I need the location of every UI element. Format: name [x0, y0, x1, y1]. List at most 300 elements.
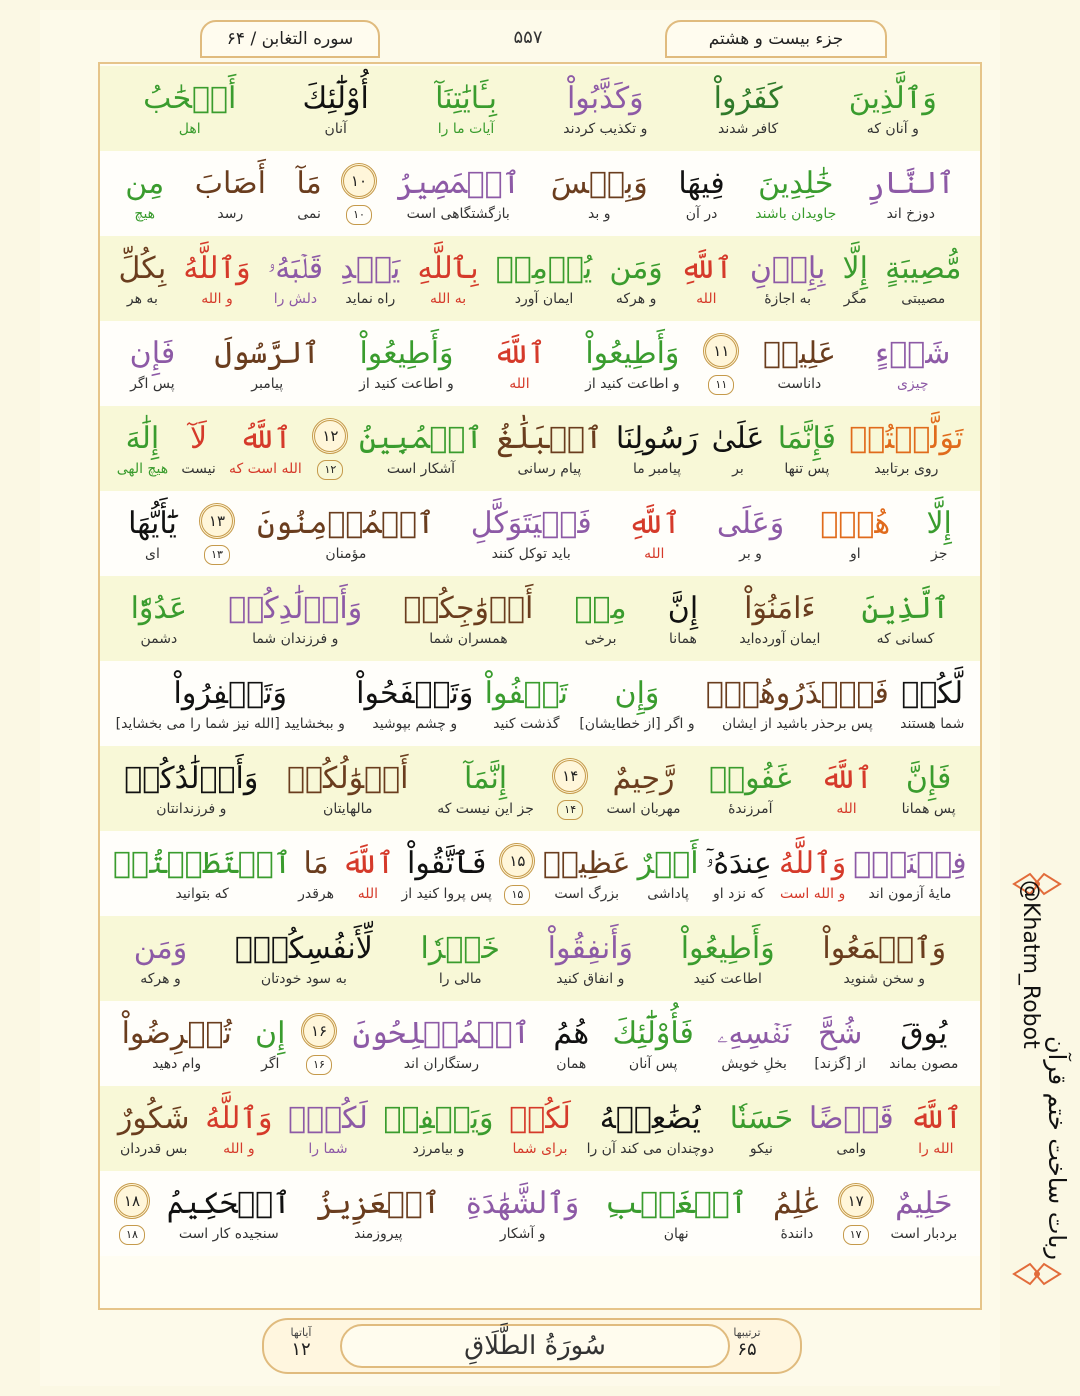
arabic-word: ٱلرَّسُولَ [214, 335, 320, 371]
arabic-word: إِلَٰهَ [125, 420, 160, 456]
surah-order-label: ترتیبها [733, 1326, 761, 1339]
arabic-word: خَيۡرٗا [420, 930, 500, 966]
persian-translation: مهربان است [606, 800, 681, 817]
word-pair [799, 916, 970, 1001]
word-pair [110, 1086, 197, 1171]
ayah-number: ۱۱ [703, 333, 739, 369]
arabic-word: أَصۡحَٰبُ [143, 80, 237, 116]
arabic-word: كَفَرُواْ [713, 80, 783, 116]
word-pair [222, 406, 308, 491]
ayah-marker [195, 491, 239, 576]
persian-translation: و چشم بپوشید [372, 715, 458, 732]
persian-translation: و فرزندان شما [252, 630, 339, 647]
arabic-word: بِكُلِّ [118, 250, 167, 286]
word-pair [332, 236, 409, 321]
arabic-word: فَإِن [129, 335, 176, 371]
brand-name: ربات ساخت ختم قرآن [1043, 1036, 1072, 1260]
persian-translation: او [849, 545, 861, 562]
word-pair [695, 746, 806, 831]
arabic-word: ٱللَّهِ [679, 250, 733, 286]
persian-translation: گذشت کنید [493, 715, 560, 732]
arabic-word: وَٱلشَّهَٰدَةِ [466, 1185, 580, 1221]
word-pair [197, 1086, 280, 1171]
arabic-word: تَوَلَّيۡتُمۡ [849, 420, 964, 456]
word-pair [341, 1001, 542, 1086]
persian-translation: نیست [181, 460, 216, 477]
arabic-word: إِنَّمَآ [463, 760, 508, 796]
word-pair [671, 236, 741, 321]
persian-translation: ای [145, 545, 160, 562]
arabic-word: حَسَنٗا [729, 1100, 794, 1136]
persian-translation: و الله [223, 1140, 255, 1157]
persian-translation: داناست [777, 375, 822, 392]
arabic-word: نَفۡسِهِۦ [717, 1015, 792, 1051]
ayah-marker [548, 746, 592, 831]
word-pair [381, 151, 535, 236]
word-pair [239, 491, 453, 576]
word-pair [647, 576, 719, 661]
persian-translation: وامی [836, 1140, 867, 1157]
word-pair [816, 66, 970, 151]
persian-translation: همسران شما [429, 630, 508, 647]
persian-translation: آشکار است [386, 460, 456, 477]
verse-row [100, 916, 980, 1001]
persian-translation: به سود خودتان [260, 970, 347, 987]
ayah-number-small: ۱۱ [708, 375, 734, 395]
brand-handle: @Khatm_Robot [1018, 880, 1044, 1049]
arabic-word: ٱلۡمُبِينُ [359, 420, 483, 456]
word-pair [211, 916, 397, 1001]
persian-translation: پس اگر [130, 375, 175, 392]
word-pair [110, 151, 179, 236]
arabic-word: وَأَطِيعُواْ [585, 335, 680, 371]
word-pair [760, 1171, 834, 1256]
arabic-word: عَلِيمٞ [762, 335, 836, 371]
verse-row [100, 321, 980, 406]
persian-translation: بردبار است [890, 1225, 958, 1242]
word-pair [554, 576, 647, 661]
word-pair [352, 406, 489, 491]
arabic-word: وَمَن [133, 930, 188, 966]
verse-row [100, 661, 980, 746]
word-pair [530, 66, 680, 151]
word-pair [110, 746, 273, 831]
arabic-word: مِنۡ [574, 590, 627, 626]
persian-translation: هرقدر [298, 885, 335, 902]
persian-translation: جز این نیست که [437, 800, 534, 817]
ayah-number: ۱۰ [341, 163, 377, 199]
word-pair [398, 831, 495, 916]
arabic-word: إِلَّا [926, 505, 952, 541]
persian-translation: همانا [669, 630, 697, 647]
persian-translation: باید توکل کنند [491, 545, 571, 562]
word-pair [243, 1001, 297, 1086]
word-pair [579, 1086, 722, 1171]
word-pair [208, 576, 383, 661]
arabic-word: لَآ [189, 420, 208, 456]
word-pair [702, 831, 775, 916]
word-pair [175, 406, 223, 491]
word-pair [195, 321, 340, 406]
persian-translation: آنان [324, 120, 347, 137]
arabic-word: فَلۡيَتَوَكَّلِ [470, 505, 592, 541]
word-pair [154, 1171, 304, 1256]
arabic-word: ٱلۡمُفۡلِحُونَ [352, 1015, 531, 1051]
persian-translation: وام دهید [152, 1055, 202, 1072]
persian-translation: برخی [584, 630, 617, 647]
arabic-word: يَٰٓأَيُّهَا [128, 505, 177, 541]
arabic-word: تُقۡرِضُواْ [121, 1015, 232, 1051]
word-pair [610, 491, 699, 576]
ayah-number-small: ۱۳ [204, 545, 230, 565]
arabic-word: رَّحِيمٌ [612, 760, 675, 796]
word-pair [663, 151, 740, 236]
persian-translation: و آشکار [499, 1225, 546, 1242]
arabic-word: شُحَّ [817, 1015, 863, 1051]
arabic-word: فَٱتَّقُواْ [407, 845, 487, 881]
persian-translation: دشمن [140, 630, 178, 647]
word-pair [110, 1001, 243, 1086]
persian-translation: به الله [430, 290, 467, 307]
word-pair [269, 66, 402, 151]
word-pair [741, 236, 834, 321]
ayah-marker [297, 1001, 341, 1086]
word-pair [601, 1001, 706, 1086]
persian-translation: پیروزمند [354, 1225, 403, 1242]
arabic-word: ٱلۡغَيۡبِ [604, 1185, 748, 1221]
arabic-word: شَيۡءٍ [875, 335, 951, 371]
ayah-marker [337, 151, 381, 236]
word-pair [565, 321, 699, 406]
verse-row [100, 491, 980, 576]
arabic-word: ٱللَّهِ [627, 505, 681, 541]
word-pair [681, 66, 816, 151]
word-pair [802, 491, 908, 576]
persian-translation: الله است که [229, 460, 302, 477]
verse-row [100, 151, 980, 236]
persian-translation: آیات ما را [437, 120, 495, 137]
arabic-word: وَأَنفِقُواْ [547, 930, 634, 966]
arabic-word: ٱلۡمَصِيرُ [396, 165, 521, 201]
word-pair [487, 236, 601, 321]
arabic-word: وَٱسۡمَعُواْ [822, 930, 947, 966]
arabic-word: خَٰلِدِينَ [758, 165, 834, 201]
persian-translation: که نزد او [713, 885, 765, 902]
persian-translation: مگر [843, 290, 867, 307]
word-pair [894, 661, 970, 746]
persian-translation: مؤمنان [325, 545, 367, 562]
arabic-word: أُوْلَٰٓئِكَ [302, 80, 369, 116]
arabic-word: عَظِيمٞ [542, 845, 631, 881]
persian-translation: ایمان آورد [514, 290, 574, 307]
word-pair [740, 151, 852, 236]
arabic-word: وَأَوۡلَٰدُكُمۡ [124, 760, 259, 796]
arabic-word: مِن [125, 165, 165, 201]
arabic-word: ٱللَّهَ [909, 1100, 963, 1136]
persian-translation: پس برحذر باشید از ایشان [721, 715, 873, 732]
arabic-word: وَأَوۡلَٰدِكُمۡ [228, 590, 363, 626]
arabic-word: وَبِئۡسَ [550, 165, 648, 201]
persian-translation: ایمان آورده‌اید [739, 630, 821, 647]
persian-translation: دوزخ اند [886, 205, 935, 222]
word-pair [601, 236, 672, 321]
arabic-word: هُمُ [553, 1015, 590, 1051]
persian-translation: به هر [126, 290, 158, 307]
arabic-word: هُوَۚ [820, 505, 891, 541]
arabic-word: قَلۡبَهُۥ [267, 250, 324, 286]
ayah-number-small: ۱۴ [557, 800, 583, 820]
surah-ayat-number: ۱۲ [291, 1339, 311, 1360]
arabic-word: وَيَغۡفِرۡ [383, 1100, 494, 1136]
persian-translation: برای شما [512, 1140, 568, 1157]
persian-translation: دلش را [273, 290, 318, 307]
persian-translation: الله [357, 885, 379, 902]
persian-translation: به اجازهٔ [764, 290, 811, 307]
persian-translation: چیزی [896, 375, 929, 392]
arabic-word: مَا [303, 845, 329, 881]
ayah-marker [110, 1171, 154, 1256]
persian-translation: مایهٔ آزمون اند [868, 885, 952, 902]
persian-translation: مالهایتان [323, 800, 373, 817]
word-pair [397, 916, 524, 1001]
word-pair [719, 576, 841, 661]
persian-translation: بر [732, 460, 744, 477]
arabic-word: ٱلۡبَلَٰغُ [496, 420, 603, 456]
word-pair [850, 831, 970, 916]
arabic-word: شَكُورٌ [117, 1100, 190, 1136]
persian-translation: الله [509, 375, 530, 392]
arabic-word: لَكُمۡۚ [288, 1100, 368, 1136]
verse-row [100, 406, 980, 491]
word-pair [705, 406, 771, 491]
persian-translation: و بیامرزد [412, 1140, 465, 1157]
word-pair [592, 746, 695, 831]
arabic-word: عَدُوّٗا [130, 590, 188, 626]
arabic-word: مَآ [296, 165, 322, 201]
persian-translation: پیامبر [251, 375, 284, 392]
page-number: ۵۵۷ [498, 16, 558, 60]
persian-translation: آمرزندهٔ [728, 800, 773, 817]
word-pair [110, 236, 175, 321]
word-pair [376, 1086, 502, 1171]
word-pair [771, 406, 843, 491]
arabic-word: يُؤۡمِنۢ [495, 250, 593, 286]
word-pair [841, 576, 970, 661]
arabic-word: تَعۡفُواْ [484, 675, 569, 711]
word-pair [539, 831, 634, 916]
persian-translation: الله [696, 290, 717, 307]
ayah-number-small: ۱۷ [843, 1225, 869, 1245]
persian-translation: هیچ الهی [116, 460, 169, 477]
word-pair [409, 236, 487, 321]
arabic-word: أَجۡرٌ [637, 845, 699, 881]
arabic-word: بِٱللَّهِ [417, 250, 479, 286]
verse-row [100, 236, 980, 321]
persian-translation: رستگاران اند [403, 1055, 480, 1072]
word-pair [706, 1001, 803, 1086]
persian-translation: شما را [308, 1140, 348, 1157]
arabic-word: وَٱللَّهُ [205, 1100, 273, 1136]
arabic-word: بِإِذۡنِ [749, 250, 826, 286]
persian-translation: الله را [918, 1140, 954, 1157]
word-pair [855, 321, 970, 406]
arabic-word: يَهۡدِ [340, 250, 401, 286]
arabic-word: حَلِيمٌ [895, 1185, 953, 1221]
persian-translation: و اطاعت کنید از [585, 375, 680, 392]
arabic-word: إِن [255, 1015, 286, 1051]
surah-order-number: ۶۵ [737, 1339, 757, 1360]
word-pair [834, 236, 877, 321]
arabic-word: وَعَلَى [716, 505, 785, 541]
arabic-word: ءَامَنُوٓاْ [744, 590, 816, 626]
ayah-number: ۱۶ [301, 1013, 337, 1049]
word-pair [743, 321, 855, 406]
arabic-word: ٱلۡحَكِيمُ [166, 1185, 291, 1221]
persian-translation: اگر [261, 1055, 280, 1072]
word-pair [490, 406, 610, 491]
word-pair [110, 916, 211, 1001]
persian-translation: همان [556, 1055, 587, 1072]
verse-row [100, 1001, 980, 1086]
arabic-word: يُوقَ [900, 1015, 948, 1051]
arabic-word: إِلَّا [842, 250, 868, 286]
word-pair [340, 321, 474, 406]
brand-watermark [1010, 880, 1080, 1260]
persian-translation: نهان [663, 1225, 689, 1242]
word-pair [294, 831, 338, 916]
arabic-word: وَكَذَّبُواْ [566, 80, 644, 116]
word-pair [383, 576, 554, 661]
persian-translation: در آن [685, 205, 718, 222]
arabic-word: يُضَٰعِفۡهُ [599, 1100, 701, 1136]
arabic-word: غَفُورٞ [709, 760, 792, 796]
arabic-word: وَمَن [609, 250, 663, 286]
persian-translation: و تکذیب کردند [563, 120, 648, 137]
verse-row [100, 831, 980, 916]
persian-translation: سنجیده کار است [178, 1225, 279, 1242]
arabic-word: رَسُولِنَا [615, 420, 699, 456]
arabic-word: ٱلۡعَزِيزُ [316, 1185, 441, 1221]
word-pair [535, 151, 663, 236]
word-pair [110, 576, 208, 661]
word-pair [843, 406, 970, 491]
persian-translation: و هرکه [615, 290, 657, 307]
persian-translation: بس قدردان [120, 1140, 188, 1157]
ayah-number-small: ۱۲ [317, 460, 343, 480]
persian-translation: روی برتابید [874, 460, 939, 477]
word-pair [877, 236, 970, 321]
persian-translation: راه نماید [345, 290, 396, 307]
persian-translation: و اگر [از خطایشان] [579, 715, 695, 732]
ayah-number-small: ۱۵ [504, 885, 530, 905]
arabic-word: وَإِن [614, 675, 660, 711]
word-pair [592, 1171, 760, 1256]
word-pair [806, 746, 887, 831]
arabic-word: فَٱحۡذَرُوهُمۡۚ [705, 675, 889, 711]
persian-translation: کسانی که [876, 630, 935, 647]
ayah-number: ۱۲ [312, 418, 348, 454]
word-pair [402, 66, 530, 151]
word-pair [110, 831, 294, 916]
verse-row [100, 1086, 980, 1171]
arabic-word: ٱللَّهَ [341, 845, 395, 881]
persian-translation: و الله [201, 290, 233, 307]
word-pair [110, 66, 269, 151]
persian-translation: و انفاق کنید [556, 970, 625, 987]
persian-translation: پس آنان [628, 1055, 678, 1072]
arabic-word: وَٱللَّهُ [183, 250, 251, 286]
arabic-word: بِـَٔايَٰتِنَآ [435, 80, 497, 116]
persian-translation: مصون بماند [889, 1055, 959, 1072]
word-pair [110, 661, 351, 746]
word-pair [657, 916, 799, 1001]
surah-ayat-box [266, 1326, 336, 1366]
arabic-word: ٱللَّهَ [820, 760, 873, 796]
word-pair [110, 491, 195, 576]
persian-translation: رسد [217, 205, 244, 222]
arabic-word: وَتَغۡفِرُواْ [173, 675, 287, 711]
persian-translation: و سخن شنوید [843, 970, 926, 987]
persian-translation: و الله است [779, 885, 846, 902]
arabic-word: مُّصِيبَةٍ [885, 250, 962, 286]
ayah-marker [308, 406, 352, 491]
arabic-word: ٱللَّهَ [493, 335, 546, 371]
arabic-word: لَّكُمۡ [901, 675, 964, 711]
word-pair [609, 406, 705, 491]
persian-translation: الله [644, 545, 665, 562]
ayah-number-small: ۱۰ [346, 205, 372, 225]
word-pair [304, 1171, 454, 1256]
arabic-word: قَرۡضًا [808, 1100, 894, 1136]
ayah-marker [495, 831, 539, 916]
persian-translation: دانندهٔ [780, 1225, 814, 1242]
word-pair [281, 151, 337, 236]
arabic-word: ٱلۡمُؤۡمِنُونَ [257, 505, 435, 541]
ayah-number-small: ۱۸ [119, 1225, 145, 1245]
persian-translation: جز [930, 545, 948, 562]
arabic-word: عِندَهُۥٓ [705, 845, 772, 881]
ayah-number: ۱۷ [838, 1183, 874, 1219]
ayah-marker [699, 321, 743, 406]
persian-translation: و بر [739, 545, 762, 562]
persian-translation: و ببخشایید [الله نیز شما را می بخشاید] [115, 715, 345, 732]
arabic-word: فَإِنَّمَا [777, 420, 837, 456]
persian-translation: کافر شدند [718, 120, 779, 137]
arabic-word: أَزۡوَٰجِكُمۡ [403, 590, 534, 626]
verse-row [100, 576, 980, 661]
persian-translation: که بتوانید [175, 885, 229, 902]
persian-translation: اهل [178, 120, 201, 137]
arabic-word: لِّأَنفُسِكُمۡۗ [234, 930, 373, 966]
ayah-number: ۱۸ [114, 1183, 150, 1219]
verse-rows [100, 66, 980, 1256]
word-pair [501, 1086, 578, 1171]
word-pair [524, 916, 657, 1001]
arabic-word: إِنَّ [667, 590, 699, 626]
word-pair [453, 491, 610, 576]
word-pair [479, 661, 574, 746]
persian-translation: اطاعت کنید [693, 970, 762, 987]
word-pair [902, 1086, 970, 1171]
ayah-number-small: ۱۶ [306, 1055, 332, 1075]
word-pair [338, 831, 398, 916]
arabic-word: فِيهَا [678, 165, 725, 201]
word-pair [908, 491, 970, 576]
word-pair [878, 1171, 970, 1256]
persian-translation: پس پروا کنید از [401, 885, 492, 902]
verse-row [100, 66, 980, 151]
persian-translation: و هرکه [140, 970, 181, 987]
